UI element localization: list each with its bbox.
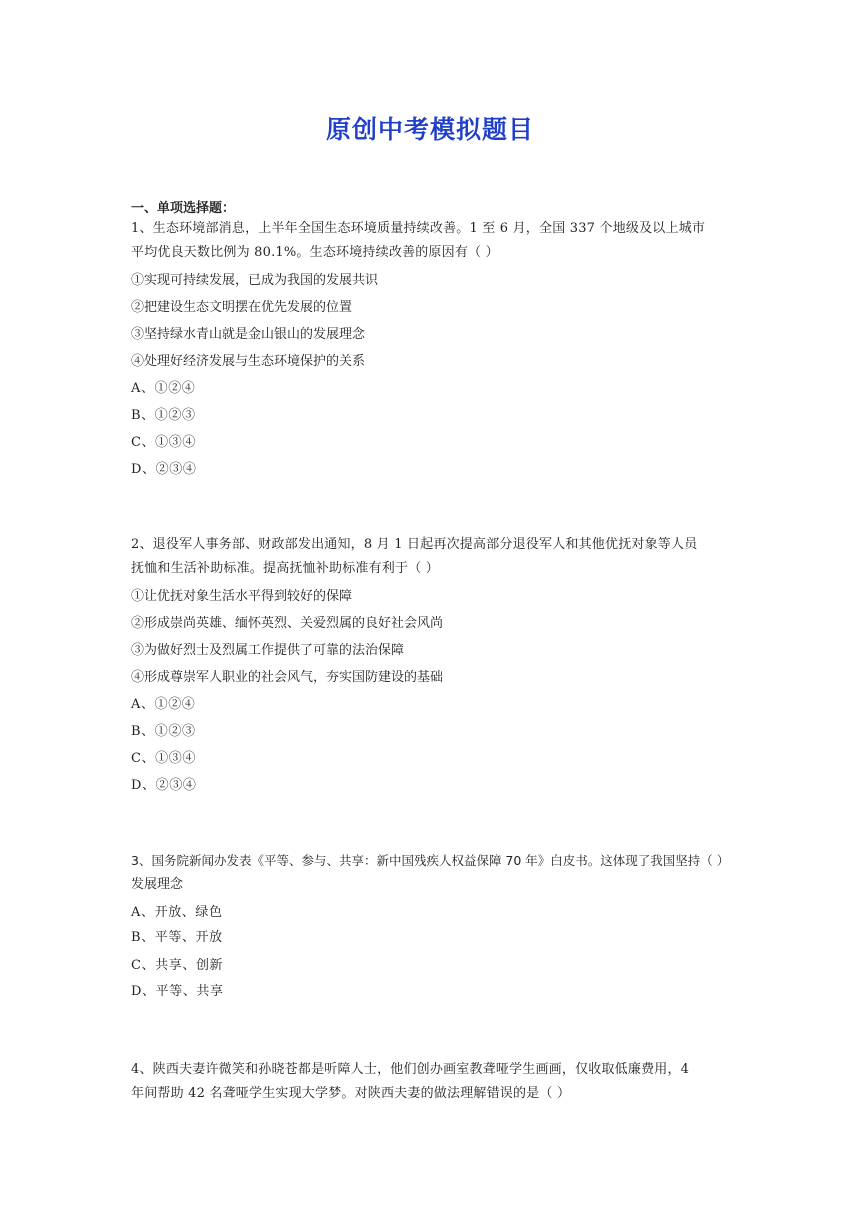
question-2-option-d[interactable]: D、②③④	[131, 778, 197, 793]
question-2-statement-1: ①让优抚对象生活水平得到较好的保障	[131, 589, 353, 604]
question-3-option-a[interactable]: A、开放、绿色	[131, 905, 223, 920]
question-1-statement-2: ②把建设生态文明摆在优先发展的位置	[131, 300, 353, 315]
question-1-statement-4: ④处理好经济发展与生态环境保护的关系	[131, 354, 366, 369]
question-3-stem-line-1: 3、国务院新闻办发表《平等、参与、共享：新中国残疾人权益保障 70 年》白皮书。这体现了我国坚持（ ）	[131, 853, 730, 868]
question-2-statement-4: ④形成尊崇军人职业的社会风气，夯实国防建设的基础	[131, 670, 444, 685]
question-2-option-b[interactable]: B、①②③	[131, 724, 196, 739]
question-2-statement-2: ②形成崇尚英雄、缅怀英烈、关爱烈属的良好社会风尚	[131, 616, 444, 631]
question-1-option-d[interactable]: D、②③④	[131, 462, 197, 477]
question-4-stem-line-1: 4、陕西夫妻许微笑和孙晓苍都是听障人士，他们创办画室教聋哑学生画画，仅收取低廉费用，4	[131, 1062, 690, 1077]
question-1-option-b[interactable]: B、①②③	[131, 408, 196, 423]
question-2-option-c[interactable]: C、①③④	[131, 751, 196, 766]
question-2-statement-3: ③为做好烈士及烈属工作提供了可靠的法治保障	[131, 643, 405, 658]
question-3-option-c[interactable]: C、共享、创新	[131, 958, 224, 973]
question-2-stem-line-2: 抚恤和生活补助标准。提高抚恤补助标准有利于（ ）	[131, 561, 439, 576]
question-3-option-b[interactable]: B、平等、开放	[131, 930, 223, 945]
question-1-stem-line-2: 平均优良天数比例为 80.1%。生态环境持续改善的原因有（ ）	[131, 245, 499, 260]
question-1-option-c[interactable]: C、①③④	[131, 435, 196, 450]
section-heading: 一、单项选择题：	[131, 201, 236, 216]
question-4-stem-line-2: 年间帮助 42 名聋哑学生实现大学梦。对陕西夫妻的做法理解错误的是（ ）	[131, 1086, 571, 1101]
question-1-stem-line-1: 1、生态环境部消息，上半年全国生态环境质量持续改善。1 至 6 月，全国 337 个地级及以上城市	[131, 221, 706, 236]
question-2-stem-line-1: 2、退役军人事务部、财政部发出通知，8 月 1 日起再次提高部分退役军人和其他优抚对象等人员	[131, 537, 698, 552]
document-title: 原创中考模拟题目	[325, 115, 534, 144]
question-1-option-a[interactable]: A、①②④	[131, 381, 196, 396]
question-1-statement-1: ①实现可持续发展，已成为我国的发展共识	[131, 273, 379, 288]
question-3-stem-line-2: 发展理念	[131, 877, 184, 892]
question-1-statement-3: ③坚持绿水青山就是金山银山的发展理念	[131, 327, 366, 342]
question-2-option-a[interactable]: A、①②④	[131, 697, 196, 712]
question-3-option-d[interactable]: D、平等、共享	[131, 984, 224, 999]
